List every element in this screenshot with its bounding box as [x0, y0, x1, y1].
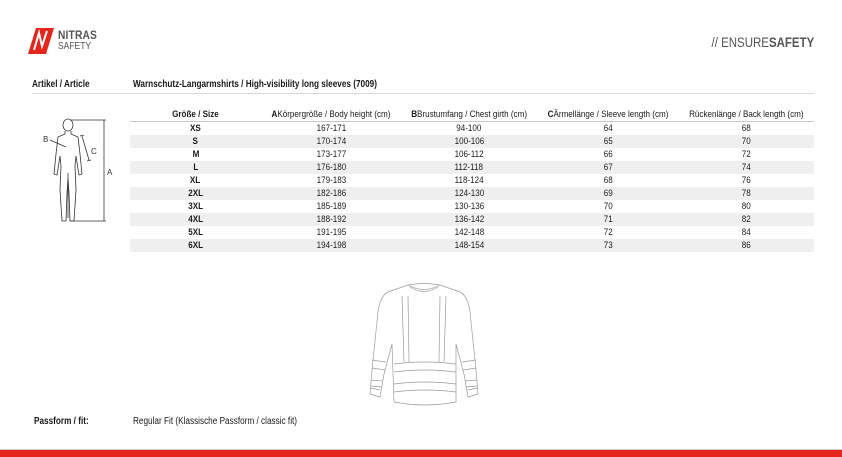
cell-back-length: 70: [679, 135, 814, 148]
size-row: [130, 187, 814, 200]
nitras-logo: [28, 28, 108, 58]
article-divider: [32, 93, 814, 94]
fit-value: Regular Fit (Klassische Passform / classic fit): [133, 416, 298, 427]
cell-chest-girth: 136-142: [401, 213, 537, 226]
cell-sleeve-length: 70: [603, 201, 613, 212]
fit-label: Passform / fit:: [34, 416, 89, 427]
slogan-bold: SAFETY: [768, 34, 814, 50]
cell-chest-girth: 100-106: [401, 135, 537, 148]
size-row: [130, 161, 814, 174]
cell-body-height: 179-183: [316, 175, 346, 186]
cell-size: XS: [190, 123, 201, 134]
cell-size: 3XL: [188, 201, 203, 212]
logo-line2: SAFETY: [58, 41, 92, 52]
cell-chest-girth: 142-148: [454, 227, 484, 238]
cell-size: 5XL: [188, 227, 203, 238]
sweater-illustration: [368, 282, 480, 410]
cell-sleeve-length: 69: [537, 187, 679, 200]
cell-sleeve-length: 64: [603, 123, 613, 134]
cell-size: XL: [190, 175, 201, 186]
slogan-prefix: // ENSURE: [711, 34, 769, 50]
body-measurement-figure: [40, 118, 115, 223]
cell-size: L: [130, 161, 261, 174]
article-value: Warnschutz-Langarmshirts / High-visibility long sleeves (7009): [133, 79, 377, 90]
label-a: A: [107, 168, 113, 177]
cell-body-height: 188-192: [261, 213, 401, 226]
cell-back-length: 78: [679, 187, 814, 200]
cell-back-length: 72: [742, 149, 752, 160]
header-back-length: Rückenlänge / Back length (cm): [679, 107, 814, 122]
cell-back-length: 74: [679, 161, 814, 174]
size-row: [130, 174, 814, 187]
logo-mark-icon: [28, 28, 54, 54]
cell-body-height: 173-177: [316, 149, 346, 160]
cell-sleeve-length: 72: [603, 227, 613, 238]
cell-size: 4XL: [130, 213, 261, 226]
cell-body-height: 176-180: [261, 161, 401, 174]
logo-line1: NITRAS: [58, 28, 97, 42]
header-sleeve-length: CÄrmellänge / Sleeve length (cm): [537, 107, 679, 122]
cell-chest-girth: 118-124: [454, 175, 484, 186]
header-size: Größe / Size: [130, 107, 261, 122]
size-row: [130, 213, 814, 226]
cell-sleeve-length: 73: [537, 239, 679, 252]
cell-body-height: 170-174: [261, 135, 401, 148]
cell-chest-girth: 148-154: [401, 239, 537, 252]
cell-back-length: 76: [742, 175, 752, 186]
slogan: [711, 34, 814, 50]
cell-size: M: [192, 149, 199, 160]
label-b: B: [43, 135, 49, 144]
size-row: [130, 239, 814, 252]
cell-chest-girth: 106-112: [454, 149, 484, 160]
cell-body-height: 185-189: [316, 201, 346, 212]
cell-back-length: 68: [742, 123, 752, 134]
cell-back-length: 84: [742, 227, 752, 238]
cell-sleeve-length: 71: [537, 213, 679, 226]
size-row: [130, 200, 814, 213]
header-body-height: AKörpergröße / Body height (cm): [261, 107, 401, 122]
cell-body-height: 167-171: [316, 123, 346, 134]
cell-size: 2XL: [130, 187, 261, 200]
label-c: C: [91, 147, 97, 156]
article-label: Artikel / Article: [32, 79, 90, 90]
cell-chest-girth: 94-100: [456, 123, 482, 134]
cell-body-height: 194-198: [261, 239, 401, 252]
cell-size: S: [130, 135, 261, 148]
size-row: [130, 148, 814, 161]
cell-sleeve-length: 65: [537, 135, 679, 148]
cell-sleeve-length: 68: [603, 175, 613, 186]
cell-chest-girth: 130-136: [454, 201, 484, 212]
size-row: [130, 226, 814, 239]
cell-body-height: 191-195: [316, 227, 346, 238]
cell-sleeve-length: 66: [603, 149, 613, 160]
cell-size: 6XL: [130, 239, 261, 252]
cell-sleeve-length: 67: [537, 161, 679, 174]
cell-back-length: 86: [679, 239, 814, 252]
size-row: [130, 135, 814, 148]
cell-chest-girth: 112-118: [401, 161, 537, 174]
size-row: [130, 122, 814, 136]
cell-body-height: 182-186: [261, 187, 401, 200]
size-table-header: [130, 107, 814, 122]
size-table: [130, 107, 814, 252]
cell-back-length: 82: [679, 213, 814, 226]
cell-chest-girth: 124-130: [401, 187, 537, 200]
cell-back-length: 80: [742, 201, 752, 212]
header-chest-girth: BBrustumfang / Chest girth (cm): [401, 107, 537, 122]
